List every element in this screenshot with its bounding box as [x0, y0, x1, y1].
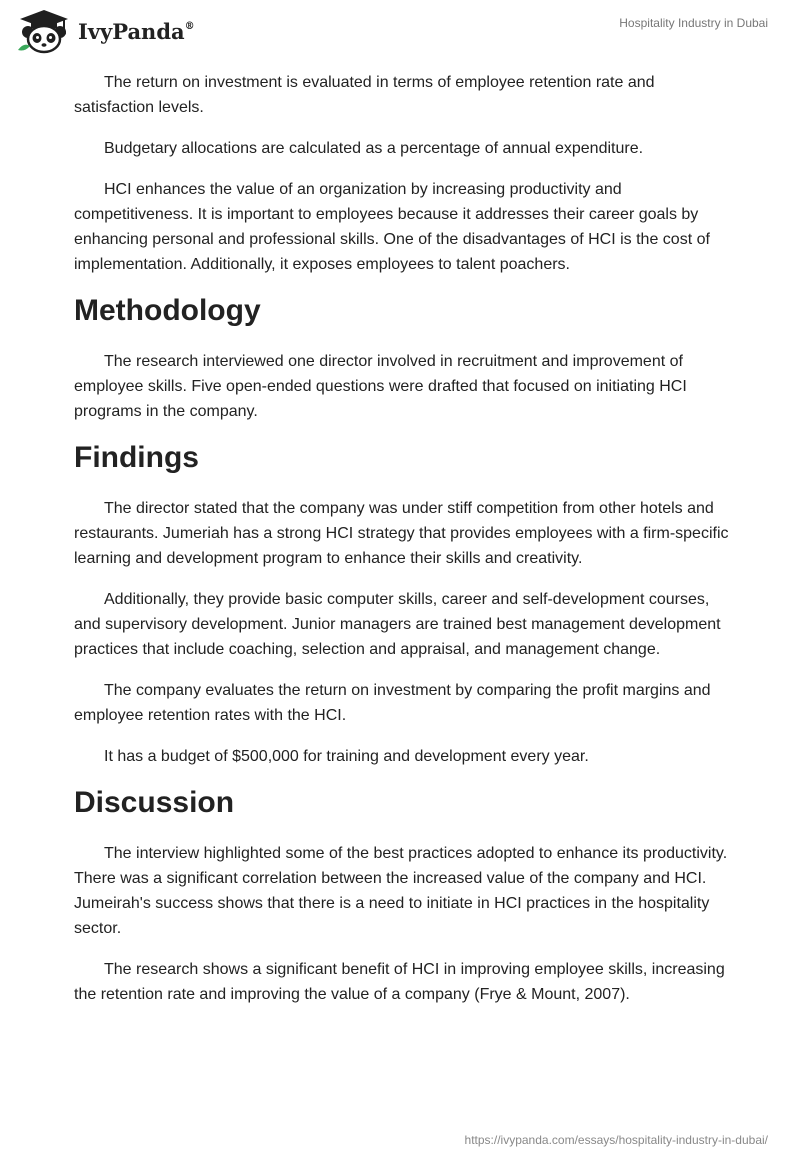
- paragraph: The research shows a significant benefit of HCI in improving employee skills, increasing the retention rate and improving the value of a company (Frye & Mount, 2007).: [74, 961, 725, 1003]
- ivypanda-logo[interactable]: [16, 8, 195, 54]
- paragraph: The return on investment is evaluated in terms of employee retention rate and satisfaction levels.: [74, 74, 655, 116]
- document-title: Hospitality Industry in Dubai: [619, 16, 768, 30]
- paragraph: HCI enhances the value of an organization by increasing productivity and competitiveness. It is important to employees because it addresses their career goals by enhancing personal and professional skills. One of the disadvantages of HCI is the cost of implementation. Additionally, it exposes employees to talent poachers.: [74, 181, 710, 273]
- section-heading-methodology: Methodology: [74, 294, 261, 327]
- paragraph: The interview highlighted some of the best practices adopted to enhance its productivity. There was a significant correlation between the increased value of the company and HCI. Jumeirah's success shows that there is a need to initiate in HCI practices in the hospitality sector.: [74, 845, 728, 937]
- paragraph: The research interviewed one director involved in recruitment and improvement of employee skills. Five open-ended questions were drafted that focused on initiating HCI programs in the company.: [74, 353, 687, 420]
- paragraph: Budgetary allocations are calculated as a percentage of annual expenditure.: [104, 140, 644, 157]
- article-body: [74, 70, 734, 1023]
- paragraph: It has a budget of $500,000 for training and development every year.: [104, 748, 589, 765]
- panda-graduate-icon: [16, 8, 72, 54]
- footer-url[interactable]: https://ivypanda.com/essays/hospitality-industry-in-dubai/: [464, 1133, 768, 1147]
- paragraph: The company evaluates the return on investment by comparing the profit margins and employee retention rates with the HCI.: [74, 682, 711, 724]
- section-heading-discussion: Discussion: [74, 786, 235, 819]
- section-heading-findings: Findings: [74, 441, 199, 474]
- paragraph: The director stated that the company was under stiff competition from other hotels and restaurants. Jumeriah has a strong HCI strategy that provides employees with a firm-specific learning and development program to enhance their skills and creativity.: [74, 500, 729, 567]
- paragraph: Additionally, they provide basic computer skills, career and self-development courses, and supervisory development. Junior managers are trained best management development practices that include coaching, selection and appraisal, and management change.: [74, 591, 721, 658]
- brand-name: IvyPanda®: [78, 18, 195, 44]
- page-header: [0, 0, 800, 64]
